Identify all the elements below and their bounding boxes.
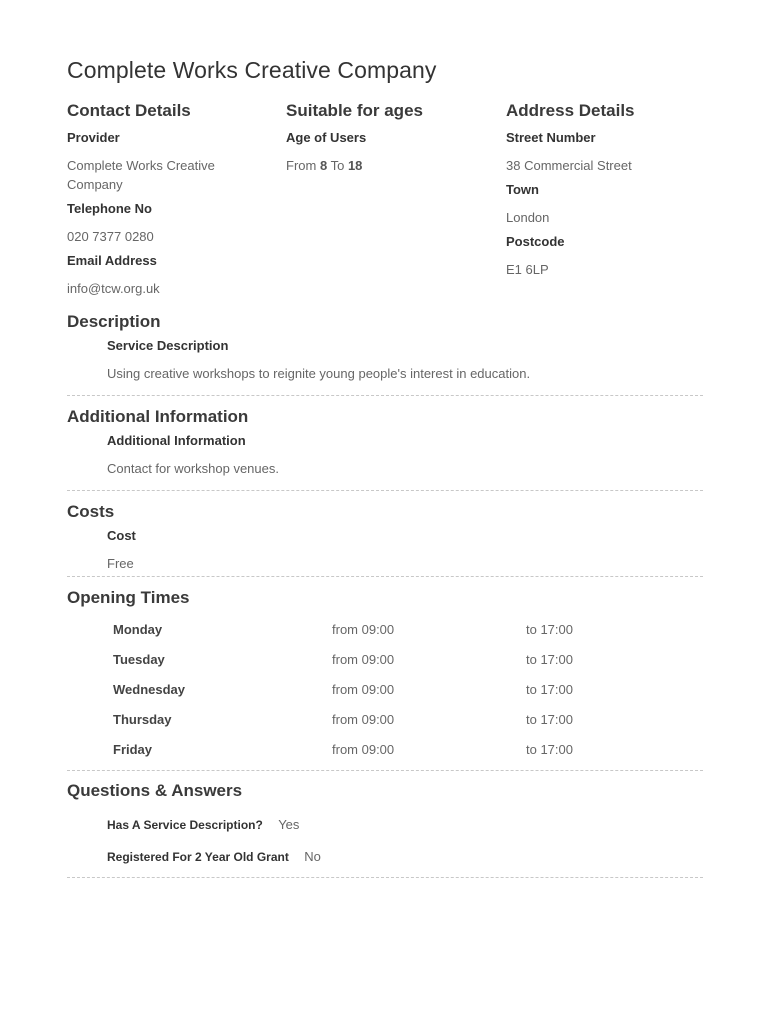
description-section xyxy=(67,311,703,390)
opening-times-row xyxy=(67,682,703,702)
age-range-value xyxy=(286,156,486,175)
telephone-label: Telephone No xyxy=(67,201,152,216)
contact-details-column xyxy=(67,100,267,305)
opening-to: to 17:00 xyxy=(526,652,573,667)
age-to-value: 18 xyxy=(347,158,363,173)
page-title: Complete Works Creative Company xyxy=(67,57,437,83)
questions-answers-heading: Questions & Answers xyxy=(67,781,243,800)
opening-to: to 17:00 xyxy=(526,622,573,637)
qa-answer: Yes xyxy=(278,817,300,832)
postcode-label: Postcode xyxy=(506,234,565,249)
age-to-word: To xyxy=(330,158,345,173)
opening-to: to 17:00 xyxy=(526,682,573,697)
opening-from: from 09:00 xyxy=(332,742,395,757)
ages-heading: Suitable for ages xyxy=(286,101,423,120)
contact-details-heading: Contact Details xyxy=(67,101,191,120)
costs-heading: Costs xyxy=(67,502,115,521)
costs-section xyxy=(67,501,703,580)
divider xyxy=(67,395,703,396)
day-label: Wednesday xyxy=(113,682,186,697)
divider xyxy=(67,490,703,491)
day-label: Monday xyxy=(113,622,163,637)
street-number-value: 38 Commercial Street xyxy=(506,158,632,173)
town-label: Town xyxy=(506,182,539,197)
age-from-word: From xyxy=(286,158,317,173)
additional-information-section xyxy=(67,406,703,485)
additional-information-label: Additional Information xyxy=(107,433,246,448)
age-of-users-label: Age of Users xyxy=(286,130,367,145)
qa-item xyxy=(107,849,321,864)
address-details-column xyxy=(506,100,706,286)
opening-times-heading: Opening Times xyxy=(67,588,190,607)
opening-from: from 09:00 xyxy=(332,712,395,727)
opening-times-row xyxy=(67,622,703,642)
additional-information-heading: Additional Information xyxy=(67,407,249,426)
service-description-value: Using creative workshops to reignite young people's interest in education. xyxy=(107,366,531,381)
divider xyxy=(67,877,703,878)
opening-to: to 17:00 xyxy=(526,712,573,727)
qa-question: Registered For 2 Year Old Grant xyxy=(107,850,289,864)
additional-information-value: Contact for workshop venues. xyxy=(107,461,279,476)
divider xyxy=(67,770,703,771)
opening-times-section xyxy=(67,587,703,609)
opening-from: from 09:00 xyxy=(332,652,395,667)
email-value: info@tcw.org.uk xyxy=(67,281,160,296)
email-label: Email Address xyxy=(67,253,157,268)
day-label: Friday xyxy=(113,742,153,757)
cost-value: Free xyxy=(107,556,134,571)
service-description-label: Service Description xyxy=(107,338,229,353)
provider-value: Complete Works Creative Company xyxy=(67,158,215,192)
telephone-value: 020 7377 0280 xyxy=(67,229,154,244)
opening-to: to 17:00 xyxy=(526,742,573,757)
description-heading: Description xyxy=(67,312,161,331)
divider xyxy=(67,576,703,577)
qa-item xyxy=(107,817,299,832)
provider-label: Provider xyxy=(67,130,120,145)
questions-answers-section xyxy=(67,780,703,802)
opening-times-row xyxy=(67,712,703,732)
cost-label: Cost xyxy=(107,528,136,543)
qa-question: Has A Service Description? xyxy=(107,818,263,832)
address-details-heading: Address Details xyxy=(506,101,635,120)
opening-from: from 09:00 xyxy=(332,622,395,637)
town-value: London xyxy=(506,210,550,225)
opening-from: from 09:00 xyxy=(332,682,395,697)
qa-answer: No xyxy=(304,849,321,864)
opening-times-row xyxy=(67,742,703,762)
day-label: Thursday xyxy=(113,712,172,727)
opening-times-row xyxy=(67,652,703,672)
ages-column xyxy=(286,100,486,182)
day-label: Tuesday xyxy=(113,652,165,667)
postcode-value: E1 6LP xyxy=(506,262,549,277)
street-number-label: Street Number xyxy=(506,130,596,145)
age-from-value: 8 xyxy=(319,158,328,173)
